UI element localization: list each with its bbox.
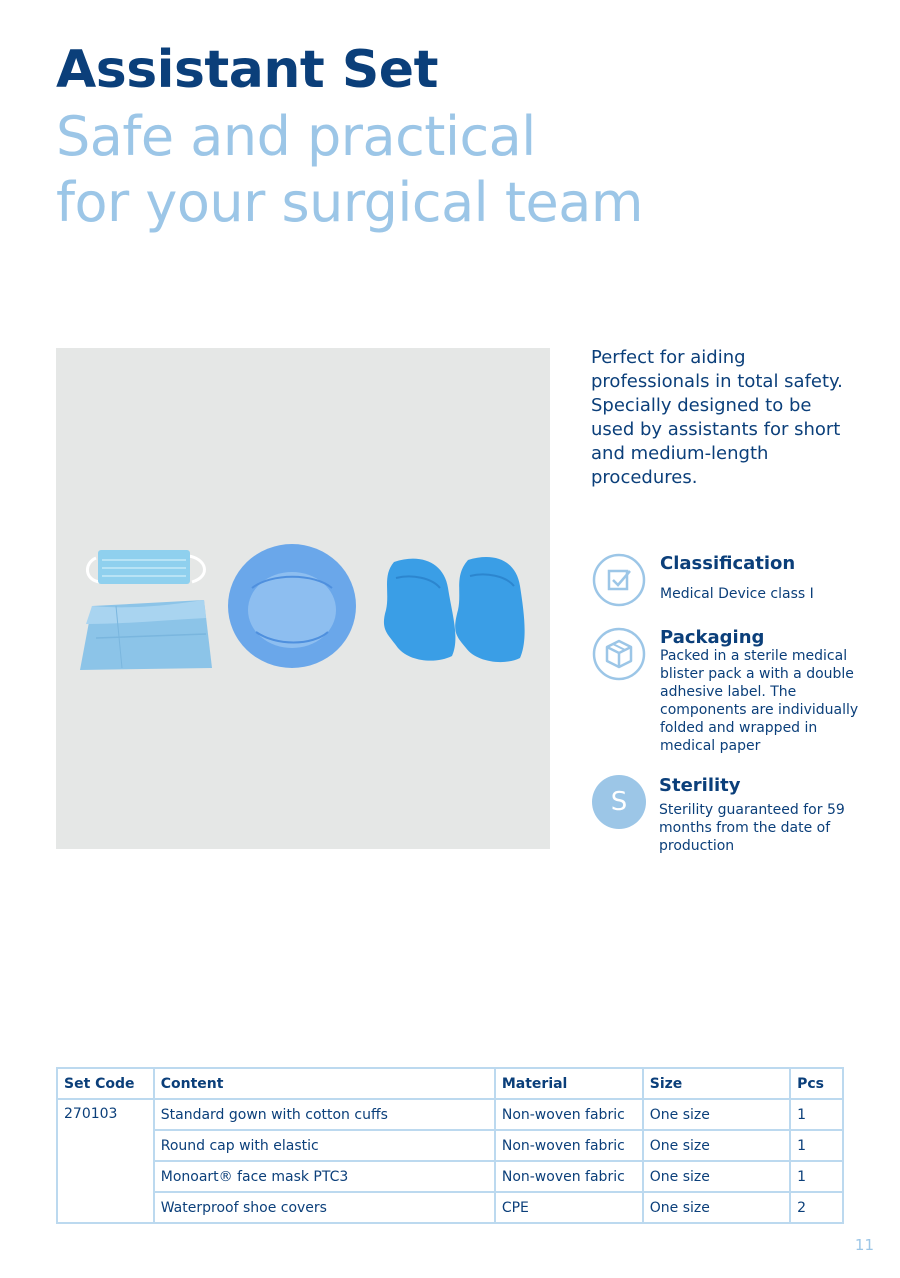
size-cell: One size xyxy=(643,1161,790,1192)
size-cell: One size xyxy=(643,1099,790,1130)
content-cell: Round cap with elastic xyxy=(154,1130,495,1161)
material-cell: Non-woven fabric xyxy=(495,1130,643,1161)
material-cell: CPE xyxy=(495,1192,643,1223)
feature-text: Medical Device class I xyxy=(660,586,814,602)
page-title: Assistant Set xyxy=(56,40,438,100)
shoe-covers-illustration xyxy=(384,557,525,662)
header-content: Content xyxy=(154,1068,495,1099)
header-material: Material xyxy=(495,1068,643,1099)
feature-text: Packed in a sterile medical blister pack a with a double adhesive label. The components are individually folded and wrapped in medical paper xyxy=(660,648,859,754)
package-box-icon xyxy=(592,627,646,681)
product-photo xyxy=(56,348,550,849)
table-row xyxy=(57,1161,843,1192)
gown-illustration xyxy=(80,600,212,670)
subtitle-line-1: Safe and practical xyxy=(56,105,536,168)
table-header-row xyxy=(57,1068,843,1099)
face-mask-illustration xyxy=(87,550,204,584)
pcs-cell: 1 xyxy=(790,1161,843,1192)
table-row xyxy=(57,1130,843,1161)
feature-heading: Packaging xyxy=(660,627,765,648)
subtitle-line-2: for your surgical team xyxy=(56,171,643,234)
content-cell: Standard gown with cotton cuffs xyxy=(154,1099,495,1130)
size-cell: One size xyxy=(643,1192,790,1223)
product-illustration xyxy=(56,348,550,849)
feature-heading: Sterility xyxy=(659,775,741,796)
feature-text: Sterility guaranteed for 59 months from the date of production xyxy=(659,802,845,854)
sterility-s-icon: S xyxy=(592,775,646,829)
pcs-cell: 1 xyxy=(790,1130,843,1161)
pcs-cell: 2 xyxy=(790,1192,843,1223)
set-code-cell: 270103 xyxy=(57,1099,154,1223)
feature-heading: Classification xyxy=(660,553,796,574)
pcs-cell: 1 xyxy=(790,1099,843,1130)
header-size: Size xyxy=(643,1068,790,1099)
content-cell: Monoart® face mask PTC3 xyxy=(154,1161,495,1192)
intro-paragraph: Perfect for aiding professionals in total safety. Specially designed to be used by assistants for short and medium-length procedures. xyxy=(591,347,843,488)
material-cell: Non-woven fabric xyxy=(495,1099,643,1130)
table-row xyxy=(57,1192,843,1223)
header-set-code: Set Code xyxy=(57,1068,154,1099)
size-cell: One size xyxy=(643,1130,790,1161)
page-number: 11 xyxy=(854,1236,874,1254)
table-row xyxy=(57,1099,843,1130)
checkbox-icon xyxy=(592,553,646,607)
header-pcs: Pcs xyxy=(790,1068,843,1099)
round-cap-illustration xyxy=(228,544,356,668)
material-cell: Non-woven fabric xyxy=(495,1161,643,1192)
page-subtitle xyxy=(56,104,643,236)
product-spec-table xyxy=(56,1067,844,1224)
content-cell: Waterproof shoe covers xyxy=(154,1192,495,1223)
